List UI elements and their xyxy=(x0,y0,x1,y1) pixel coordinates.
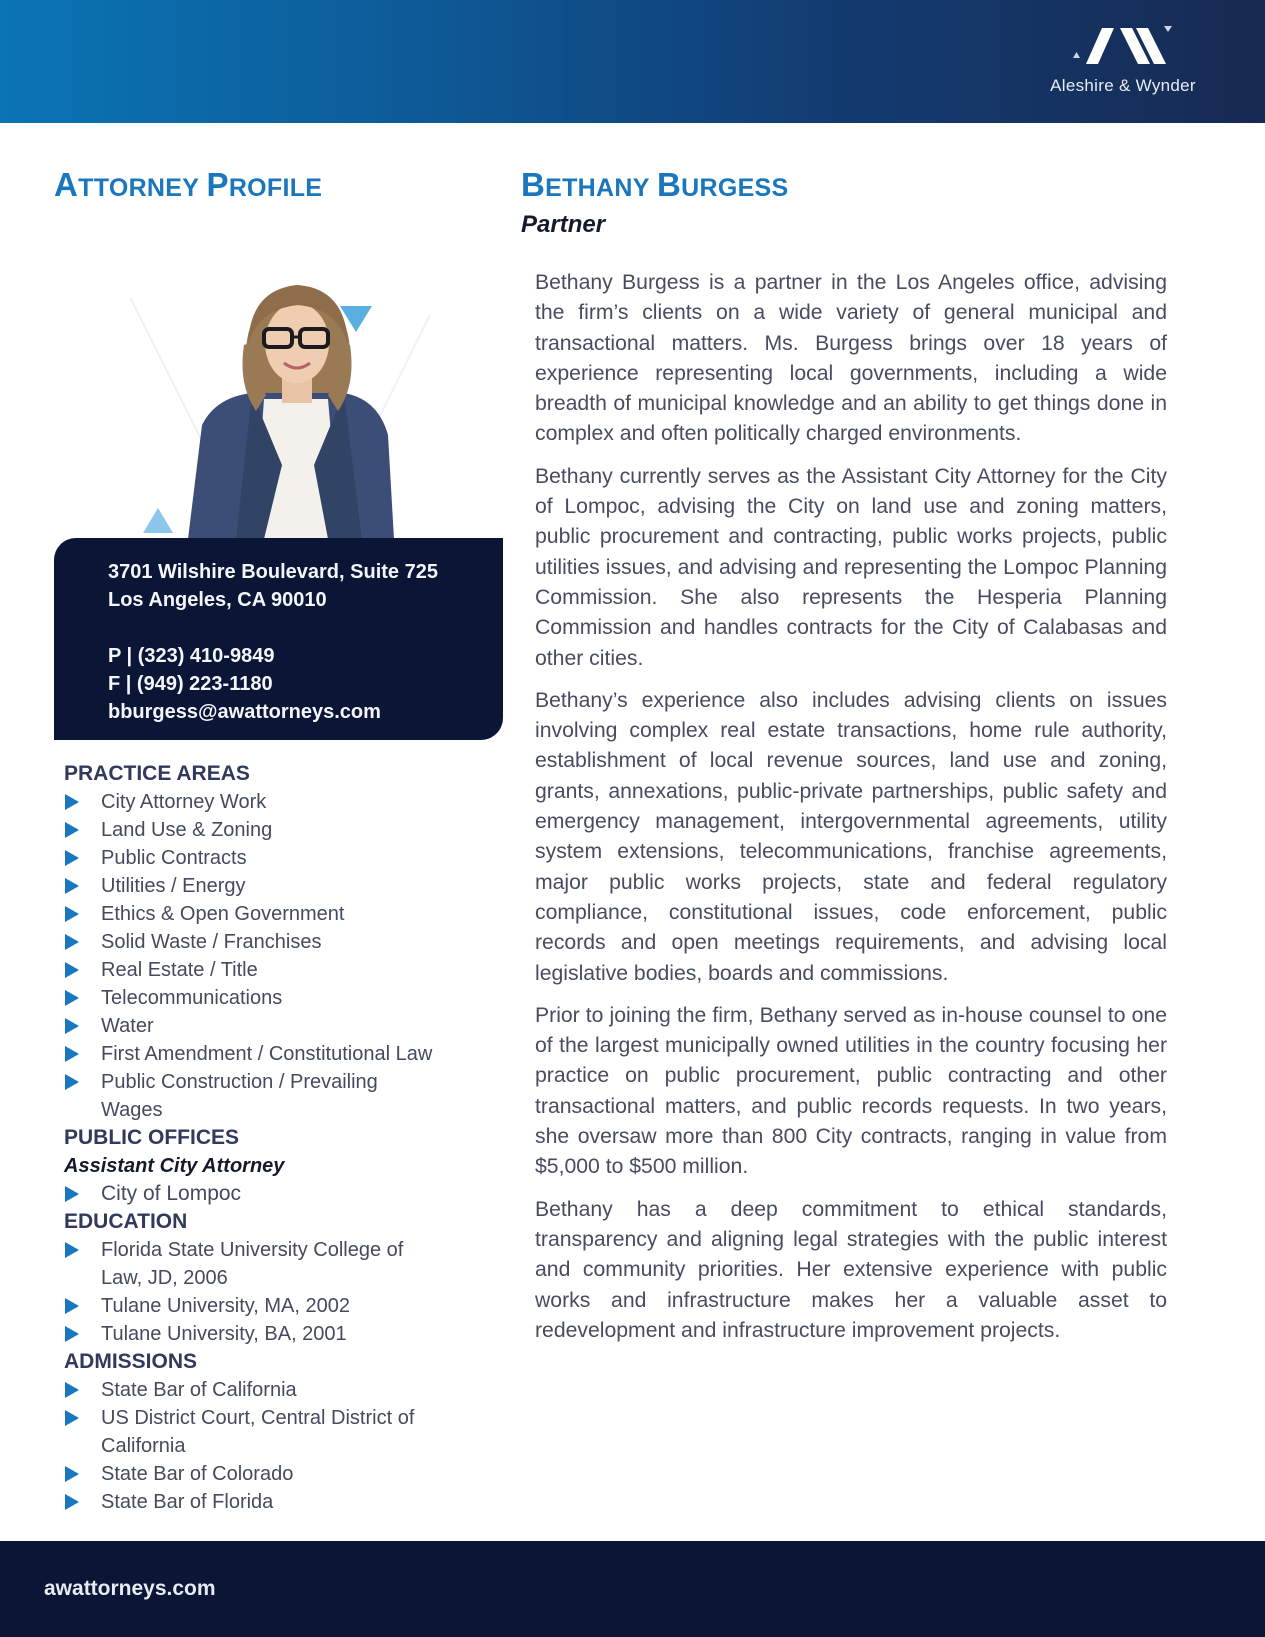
public-offices-title: PUBLIC OFFICES xyxy=(64,1126,240,1149)
admissions-title: ADMISSIONS xyxy=(64,1350,198,1373)
bullet-triangle-icon xyxy=(65,1074,79,1090)
sidebar xyxy=(64,760,504,1516)
list-item: State Bar of Florida xyxy=(64,1488,504,1516)
header-band xyxy=(0,0,1265,123)
decorative-triangle-top xyxy=(340,306,372,332)
bullet-triangle-icon xyxy=(65,1382,79,1398)
list-item: Public Contracts xyxy=(64,844,504,872)
bio-paragraph: Prior to joining the firm, Bethany served as in-house counsel to one of the largest municipally owned utilities in the country focusing her practice on public procurement, public contracting and other transactional matters, and public records requests. In two years, she oversaw more than 800 City contracts, ranging in value from $5,000 to $500 million. xyxy=(535,1003,1167,1179)
brand-name: Aleshire & Wynder xyxy=(1050,76,1196,95)
list-item: State Bar of California xyxy=(64,1376,504,1404)
bullet-triangle-icon xyxy=(65,962,79,978)
attorney-name: BETHANY BURGESS xyxy=(521,166,789,203)
bullet-triangle-icon xyxy=(65,1410,79,1426)
list-item: Real Estate / Title xyxy=(64,956,504,984)
admissions-list xyxy=(64,1376,504,1516)
bullet-triangle-icon xyxy=(65,878,79,894)
website-link[interactable]: awattorneys.com xyxy=(44,1577,216,1600)
list-item: First Amendment / Constitutional Law xyxy=(64,1040,504,1068)
contact-card xyxy=(54,538,503,740)
list-item: Public Construction / Prevailing Wages xyxy=(64,1068,409,1124)
bullet-triangle-icon xyxy=(65,1326,79,1342)
list-item: Utilities / Energy xyxy=(64,872,504,900)
bullet-triangle-icon xyxy=(65,1466,79,1482)
public-office-position: Assistant City Attorney xyxy=(64,1155,285,1177)
email-link[interactable]: bburgess@awattorneys.com xyxy=(108,701,381,723)
bullet-triangle-icon xyxy=(65,990,79,1006)
list-item: Ethics & Open Government xyxy=(64,900,504,928)
footer-band xyxy=(0,1541,1265,1637)
list-item: Solid Waste / Franchises xyxy=(64,928,504,956)
bullet-triangle-icon xyxy=(65,1494,79,1510)
bullet-triangle-icon xyxy=(65,1018,79,1034)
brand-logo-mark-icon xyxy=(1068,22,1178,74)
list-item: Tulane University, BA, 2001 xyxy=(64,1320,504,1348)
address-line2: Los Angeles, CA 90010 xyxy=(108,589,327,611)
list-item: City of Lompoc xyxy=(64,1180,504,1208)
bullet-triangle-icon xyxy=(65,906,79,922)
education-list xyxy=(64,1236,504,1348)
list-item: State Bar of Colorado xyxy=(64,1460,504,1488)
biography xyxy=(535,268,1167,1358)
list-item: US District Court, Central District of California xyxy=(64,1404,454,1460)
brand-logo[interactable] xyxy=(1033,22,1213,102)
attorney-photo xyxy=(130,275,430,539)
fax-number: F | (949) 223-1180 xyxy=(108,673,273,695)
practice-areas-title: PRACTICE AREAS xyxy=(64,762,250,785)
bullet-triangle-icon xyxy=(65,1242,79,1258)
bullet-triangle-icon xyxy=(65,850,79,866)
bullet-triangle-icon xyxy=(65,934,79,950)
list-item: Water xyxy=(64,1012,504,1040)
list-item: City Attorney Work xyxy=(64,788,504,816)
bullet-triangle-icon xyxy=(65,1046,79,1062)
list-item: Land Use & Zoning xyxy=(64,816,504,844)
public-offices-list xyxy=(64,1180,504,1208)
bullet-triangle-icon xyxy=(65,822,79,838)
phone-number[interactable]: P | (323) 410-9849 xyxy=(108,645,275,667)
bio-paragraph: Bethany has a deep commitment to ethical standards, transparency and aligning legal strategies with the public interest and community priorities. Her extensive experience with public works and infrastructure makes her a valuable asset to redevelopment and infrastructure improvement projects. xyxy=(535,1197,1167,1342)
bullet-triangle-icon xyxy=(65,1186,79,1202)
decorative-triangle-bottom xyxy=(143,508,173,533)
bullet-triangle-icon xyxy=(65,1298,79,1314)
bullet-triangle-icon xyxy=(65,794,79,810)
bio-paragraph: Bethany Burgess is a partner in the Los Angeles office, advising the firm’s clients on a wide variety of general municipal and transactional matters. Ms. Burgess brings over 18 years of experience representing local governments, including a wide breadth of municipal knowledge and an ability to get things done in complex and often politically charged environments. xyxy=(535,271,1167,446)
bio-paragraph: Bethany’s experience also includes advising clients on issues involving complex real estate transactions, home rule authority, establishment of local revenue sources, land use and zoning, grants, annexations, public-private partnerships, public safety and emergency management, intergovernmental agreements, utility system extensions, telecommunications, franchise agreements, major public works projects, state and federal regulatory compliance, constitutional issues, code enforcement, public records and open meetings requirements, and advising local legislative bodies, boards and commissions. xyxy=(535,688,1167,985)
education-title: EDUCATION xyxy=(64,1210,188,1233)
list-item: Florida State University College of Law, JD, 2006 xyxy=(64,1236,439,1292)
list-item: Telecommunications xyxy=(64,984,504,1012)
bio-paragraph: Bethany currently serves as the Assistant City Attorney for the City of Lompoc, advising the City on land use and zoning matters, public procurement and contracting, public works projects, public utilities issues, and advising and representing the Lompoc Planning Commission. She also represents the Hesperia Planning Commission and handles contracts for the City of Calabasas and other cities. xyxy=(535,464,1167,670)
address-line1: 3701 Wilshire Boulevard, Suite 725 xyxy=(108,561,438,583)
page-title: ATTORNEY PROFILE xyxy=(54,166,323,203)
attorney-role: Partner xyxy=(521,211,606,238)
practice-areas-list xyxy=(64,788,504,1124)
list-item: Tulane University, MA, 2002 xyxy=(64,1292,504,1320)
